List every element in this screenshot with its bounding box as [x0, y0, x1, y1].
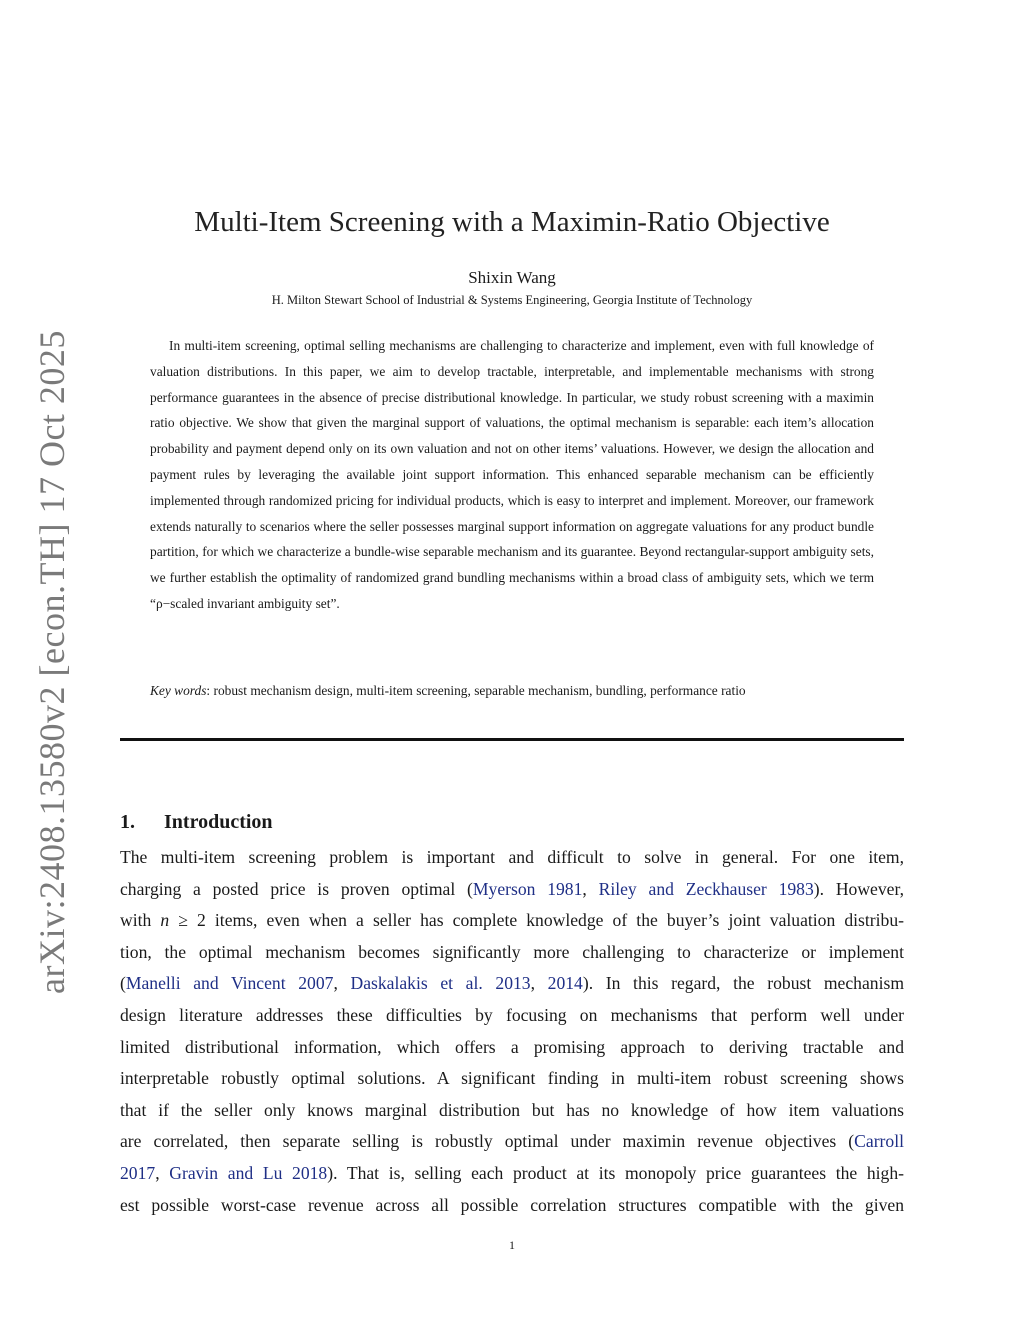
author-affiliation: H. Milton Stewart School of Industrial & Systems Engineering, Georgia Institute of Technology [271, 293, 753, 307]
citation-link[interactable]: Daskalakis et al. 2013 [350, 973, 531, 994]
body-text-run: ). In this regard, the robust mechanism [582, 973, 904, 994]
citation-link[interactable]: 2017 [120, 1162, 156, 1183]
section-heading [120, 811, 273, 834]
citation-link[interactable]: Gravin and Lu 2018 [169, 1162, 328, 1183]
body-line [120, 1158, 904, 1190]
body-text-run: ≥ 2 items, even when a seller has complete knowledge of the buyer’s joint valuation distribu- [169, 910, 904, 931]
author-name: Shixin Wang [468, 268, 556, 287]
abstract: In multi-item screening, optimal selling mechanisms are challenging to characterize and implement, even with full knowledge of valuation distributions. In this paper, we aim to develop tractable, interpretable, and implementable mechanisms with strong performance guarantees in the absence of precise distributional knowledge. In particular, we study robust screening with a maximin ratio objective. We show that given the marginal support of valuations, the optimal mechanism is separable: each item’s allocation probability and payment depend only on its own valuation and not on other items’ valuations. However, we design the allocation and payment rules by leveraging the available joint support information. This enhanced separable mechanism can be efficiently implemented through randomized pricing for individual products, which is easy to interpret and implement. Moreover, our framework extends naturally to scenarios where the seller possesses marginal support information on aggregate valuations for any product bundle partition, for which we characterize a bundle-wise separable mechanism and its guarantee. Beyond rectangular-support ambiguity sets, we further establish the optimality of randomized grand bundling mechanisms within a broad class of ambiguity sets, which we term “ρ−scaled invariant ambiguity set”. [150, 338, 874, 611]
body-text-run: ). That is, selling each product at its monopoly price guarantees the high- [327, 1162, 904, 1183]
arxiv-side-stamp: arXiv:2408.13580v2 [econ.TH] 17 Oct 2025 [32, 330, 72, 994]
body-line [120, 1063, 904, 1095]
citation-link[interactable]: Myerson 1981 [472, 878, 583, 899]
body-text-run: tion, the optimal mechanism becomes significantly more challenging to characterize or implement [120, 941, 904, 962]
body-text-run: , [155, 1162, 170, 1183]
paper-title: Multi-Item Screening with a Maximin-Ratio Objective [194, 206, 830, 238]
body-text-run: design literature addresses these difficulties by focusing on mechanisms that perform well under [120, 1004, 904, 1025]
body-line [120, 874, 904, 906]
body-text-run: ( [120, 973, 126, 994]
body-line [120, 842, 904, 874]
keywords-text: robust mechanism design, multi-item screening, separable mechanism, bundling, performance ratio [213, 683, 746, 698]
section-number: 1. [120, 811, 135, 833]
page-number: 1 [509, 1238, 515, 1252]
keywords: Key words: robust mechanism design, multi-item screening, separable mechanism, bundling, performance ratio [150, 683, 746, 698]
body-text-run: limited distributional information, which offers a promising approach to deriving tractable and [120, 1036, 904, 1057]
body-text-run: that if the seller only knows marginal distribution but has no knowledge of how item valuations [120, 1099, 904, 1120]
body-text-run: charging a posted price is proven optimal ( [120, 878, 473, 899]
math-variable: n [160, 910, 170, 931]
citation-link[interactable]: 2014 [547, 973, 583, 994]
body-line [120, 1095, 904, 1127]
body-line [120, 1000, 904, 1032]
introduction-body [120, 842, 904, 1221]
body-text-run: with [120, 910, 161, 931]
body-line [120, 937, 904, 969]
citation-link[interactable]: Manelli and Vincent 2007 [125, 973, 334, 994]
citation-link[interactable]: Carroll [854, 1131, 904, 1152]
body-line [120, 1190, 904, 1222]
body-text-run: est possible worst-case revenue across all possible correlation structures compatible with the given [120, 1194, 904, 1215]
abstract-divider [120, 738, 904, 741]
body-text-run: The multi-item screening problem is important and difficult to solve in general. For one item, [120, 847, 904, 867]
body-line [120, 1126, 904, 1158]
body-line [120, 1032, 904, 1064]
citation-link[interactable]: Riley and Zeckhauser 1983 [598, 878, 814, 899]
body-text-run: , [530, 973, 548, 994]
body-line [120, 968, 904, 1000]
body-text-run: are correlated, then separate selling is robustly optimal under maximin revenue objectives ( [120, 1131, 855, 1152]
body-text-run: interpretable robustly optimal solutions. A significant finding in multi-item robust screening shows [120, 1068, 904, 1089]
body-text-run: , [333, 973, 351, 994]
keywords-label: Key words [150, 683, 207, 698]
body-text-run: , [582, 878, 599, 899]
body-text-run: ). However, [813, 878, 905, 899]
section-title: Introduction [164, 811, 273, 833]
body-line [120, 905, 904, 937]
